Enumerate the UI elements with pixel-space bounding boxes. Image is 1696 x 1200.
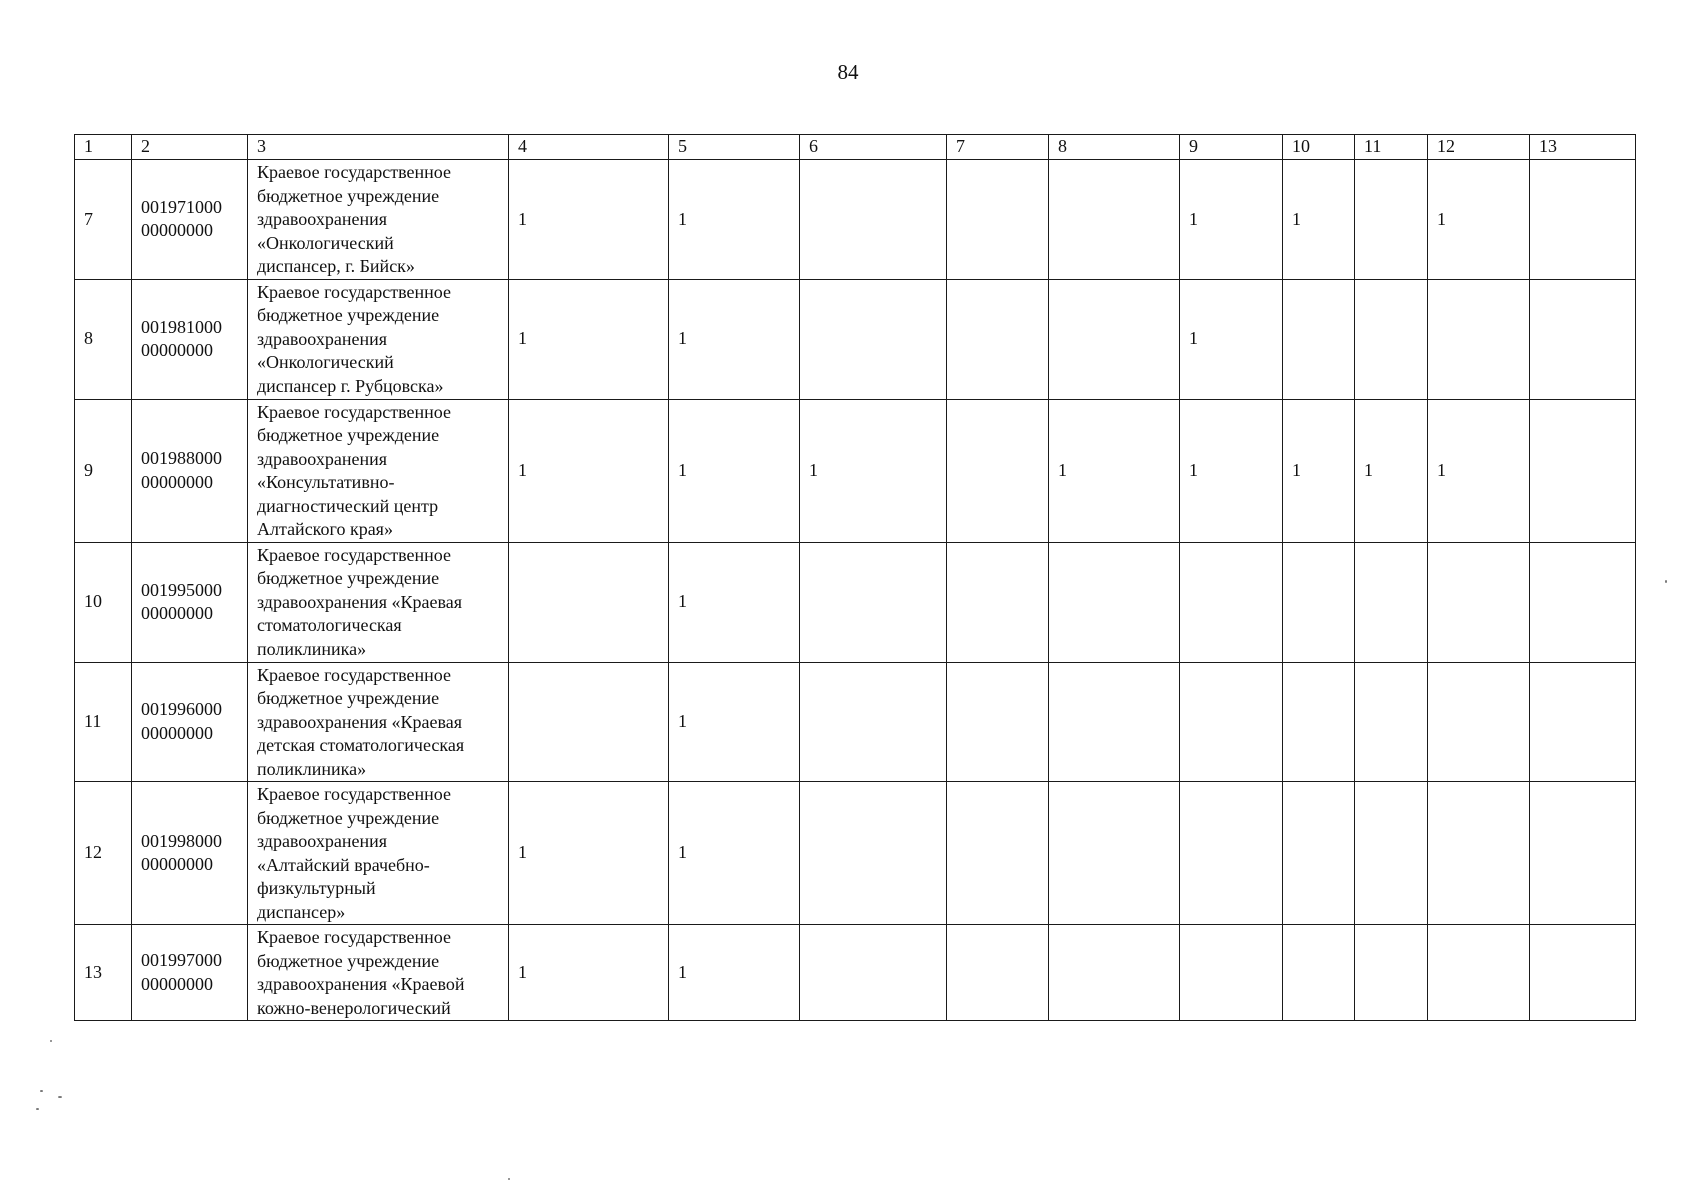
- value-cell-col-10: [1283, 925, 1355, 1021]
- name-line: Краевое государственное: [257, 401, 451, 422]
- value-cell-col-6: 1: [800, 399, 947, 542]
- name-line: физкультурный: [257, 878, 376, 898]
- row-number-cell: 8: [75, 279, 132, 399]
- name-line: здравоохранения «Краевой: [257, 974, 465, 994]
- value-cell-col-10: 1: [1283, 399, 1355, 542]
- value-cell-col-6: [800, 160, 947, 280]
- column-header: 3: [248, 135, 509, 160]
- table-row: [75, 279, 1636, 399]
- name-line: бюджетное учреждение: [257, 568, 440, 588]
- value-cell-col-6: [800, 542, 947, 662]
- column-header: 13: [1530, 135, 1636, 160]
- row-number-cell: 10: [75, 542, 132, 662]
- value-cell-col-11: 1: [1355, 399, 1428, 542]
- name-line: «Онкологический: [257, 352, 394, 372]
- header-row: [75, 135, 1636, 160]
- code-cell: [132, 279, 248, 399]
- value-cell-col-5: 1: [669, 925, 800, 1021]
- value-cell-col-13: [1530, 399, 1636, 542]
- value-cell-col-11: [1355, 279, 1428, 399]
- value-cell-col-4: 1: [509, 279, 669, 399]
- name-line: «Онкологический: [257, 232, 394, 253]
- value-cell-col-9: [1180, 662, 1283, 782]
- code-line: 001996000: [141, 699, 222, 720]
- value-cell-col-5: 1: [669, 399, 800, 542]
- name-line: диспансер г. Рубцовска»: [257, 375, 444, 396]
- value-cell-col-10: [1283, 662, 1355, 782]
- name-line: бюджетное учреждение: [257, 950, 440, 971]
- row-number-cell: 12: [75, 782, 132, 925]
- page-number: 84: [837, 60, 859, 84]
- scan-speck: [50, 1040, 52, 1042]
- name-line: диагностический центр: [257, 495, 439, 516]
- value-cell-col-4: 1: [509, 782, 669, 925]
- value-cell-col-5: 1: [669, 542, 800, 662]
- code-cell: [132, 782, 248, 925]
- name-line: Алтайского края»: [257, 519, 393, 539]
- code-line: 001997000: [141, 950, 222, 970]
- value-cell-col-8: [1049, 782, 1180, 925]
- name-line: «Алтайский врачебно-: [257, 854, 430, 875]
- name-line: кожно-венерологический: [257, 997, 451, 1018]
- value-cell-col-6: [800, 782, 947, 925]
- value-cell-col-12: [1428, 662, 1530, 782]
- name-line: «Консультативно-: [257, 472, 395, 492]
- name-line: здравоохранения «Краевая: [257, 591, 463, 612]
- value-cell-col-8: [1049, 542, 1180, 662]
- value-cell-col-7: [947, 279, 1049, 399]
- code-cell: [132, 925, 248, 1021]
- code-cell: [132, 542, 248, 662]
- value-cell-col-11: [1355, 662, 1428, 782]
- code-cell: [132, 662, 248, 782]
- value-cell-col-4: 1: [509, 160, 669, 280]
- value-cell-col-5: 1: [669, 160, 800, 280]
- name-line: здравоохранения: [257, 328, 388, 349]
- column-header: 9: [1180, 135, 1283, 160]
- name-line: Краевое государственное: [257, 544, 451, 565]
- value-cell-col-8: [1049, 662, 1180, 782]
- institution-name-cell: [248, 160, 509, 280]
- code-line: 00000000: [141, 340, 213, 360]
- value-cell-col-5: 1: [669, 782, 800, 925]
- name-line: бюджетное учреждение: [257, 425, 440, 445]
- value-cell-col-11: [1355, 542, 1428, 662]
- value-cell-col-13: [1530, 160, 1636, 280]
- code-line: 00000000: [141, 220, 213, 241]
- column-header: 6: [800, 135, 947, 160]
- value-cell-col-13: [1530, 662, 1636, 782]
- code-line: 00000000: [141, 973, 213, 994]
- row-number-cell: 7: [75, 160, 132, 280]
- scan-speck: [508, 1178, 510, 1180]
- code-line: 001998000: [141, 830, 222, 851]
- name-line: Краевое государственное: [257, 784, 451, 804]
- name-line: бюджетное учреждение: [257, 185, 440, 206]
- value-cell-col-12: [1428, 925, 1530, 1021]
- table-row: [75, 399, 1636, 542]
- column-header: 10: [1283, 135, 1355, 160]
- value-cell-col-13: [1530, 279, 1636, 399]
- value-cell-col-10: 1: [1283, 160, 1355, 280]
- value-cell-col-9: 1: [1180, 160, 1283, 280]
- scan-speck: [36, 1108, 39, 1110]
- value-cell-col-6: [800, 662, 947, 782]
- name-line: поликлиника»: [257, 638, 367, 659]
- table-row: [75, 542, 1636, 662]
- value-cell-col-8: [1049, 279, 1180, 399]
- value-cell-col-12: 1: [1428, 399, 1530, 542]
- value-cell-col-9: [1180, 925, 1283, 1021]
- value-cell-col-13: [1530, 782, 1636, 925]
- code-line: 001971000: [141, 196, 222, 217]
- code-line: 00000000: [141, 471, 213, 492]
- table-row: [75, 925, 1636, 1021]
- code-line: 00000000: [141, 603, 213, 623]
- name-line: диспансер, г. Бийск»: [257, 256, 415, 276]
- value-cell-col-8: 1: [1049, 399, 1180, 542]
- name-line: поликлиника»: [257, 758, 367, 779]
- value-cell-col-13: [1530, 925, 1636, 1021]
- value-cell-col-8: [1049, 925, 1180, 1021]
- value-cell-col-6: [800, 279, 947, 399]
- institution-name-cell: [248, 925, 509, 1021]
- column-header: 12: [1428, 135, 1530, 160]
- value-cell-col-5: 1: [669, 662, 800, 782]
- column-header: 4: [509, 135, 669, 160]
- name-line: диспансер»: [257, 901, 346, 922]
- name-line: здравоохранения: [257, 831, 388, 851]
- name-line: здравоохранения «Краевая: [257, 711, 463, 732]
- value-cell-col-9: 1: [1180, 399, 1283, 542]
- value-cell-col-4: [509, 662, 669, 782]
- value-cell-col-7: [947, 399, 1049, 542]
- table-row: [75, 782, 1636, 925]
- column-header: 7: [947, 135, 1049, 160]
- column-header: 2: [132, 135, 248, 160]
- value-cell-col-9: [1180, 782, 1283, 925]
- table-body: [75, 160, 1636, 1021]
- value-cell-col-6: [800, 925, 947, 1021]
- value-cell-col-11: [1355, 925, 1428, 1021]
- value-cell-col-11: [1355, 160, 1428, 280]
- row-number-cell: 9: [75, 399, 132, 542]
- code-line: 001988000: [141, 448, 222, 468]
- value-cell-col-4: 1: [509, 925, 669, 1021]
- institution-name-cell: [248, 399, 509, 542]
- code-line: 001995000: [141, 579, 222, 600]
- scan-speck: [58, 1096, 62, 1098]
- value-cell-col-7: [947, 782, 1049, 925]
- value-cell-col-10: [1283, 279, 1355, 399]
- value-cell-col-7: [947, 925, 1049, 1021]
- value-cell-col-4: [509, 542, 669, 662]
- value-cell-col-12: [1428, 279, 1530, 399]
- column-header: 8: [1049, 135, 1180, 160]
- name-line: бюджетное учреждение: [257, 807, 440, 828]
- column-header: 1: [75, 135, 132, 160]
- data-table: [74, 134, 1636, 1021]
- institution-name-cell: [248, 542, 509, 662]
- institution-name-cell: [248, 662, 509, 782]
- column-header: 11: [1355, 135, 1428, 160]
- value-cell-col-8: [1049, 160, 1180, 280]
- name-line: бюджетное учреждение: [257, 688, 440, 708]
- code-line: 001981000: [141, 316, 222, 337]
- name-line: Краевое государственное: [257, 162, 451, 182]
- name-line: Краевое государственное: [257, 281, 451, 302]
- name-line: Краевое государственное: [257, 664, 451, 685]
- code-line: 00000000: [141, 722, 213, 743]
- institution-name-cell: [248, 279, 509, 399]
- value-cell-col-4: 1: [509, 399, 669, 542]
- value-cell-col-9: 1: [1180, 279, 1283, 399]
- table-row: [75, 160, 1636, 280]
- code-line: 00000000: [141, 854, 213, 874]
- value-cell-col-10: [1283, 542, 1355, 662]
- institution-name-cell: [248, 782, 509, 925]
- column-header: 5: [669, 135, 800, 160]
- value-cell-col-12: [1428, 542, 1530, 662]
- code-cell: [132, 160, 248, 280]
- value-cell-col-5: 1: [669, 279, 800, 399]
- name-line: бюджетное учреждение: [257, 305, 440, 325]
- value-cell-col-7: [947, 662, 1049, 782]
- value-cell-col-9: [1180, 542, 1283, 662]
- value-cell-col-7: [947, 542, 1049, 662]
- code-cell: [132, 399, 248, 542]
- scan-speck: [40, 1090, 43, 1092]
- value-cell-col-12: [1428, 782, 1530, 925]
- name-line: стоматологическая: [257, 615, 402, 635]
- value-cell-col-11: [1355, 782, 1428, 925]
- name-line: здравоохранения: [257, 448, 388, 469]
- value-cell-col-10: [1283, 782, 1355, 925]
- row-number-cell: 13: [75, 925, 132, 1021]
- name-line: Краевое государственное: [257, 927, 451, 947]
- value-cell-col-12: 1: [1428, 160, 1530, 280]
- value-cell-col-13: [1530, 542, 1636, 662]
- name-line: детская стоматологическая: [257, 735, 465, 755]
- value-cell-col-7: [947, 160, 1049, 280]
- scan-speck: [1665, 580, 1667, 583]
- name-line: здравоохранения: [257, 209, 388, 229]
- table-row: [75, 662, 1636, 782]
- row-number-cell: 11: [75, 662, 132, 782]
